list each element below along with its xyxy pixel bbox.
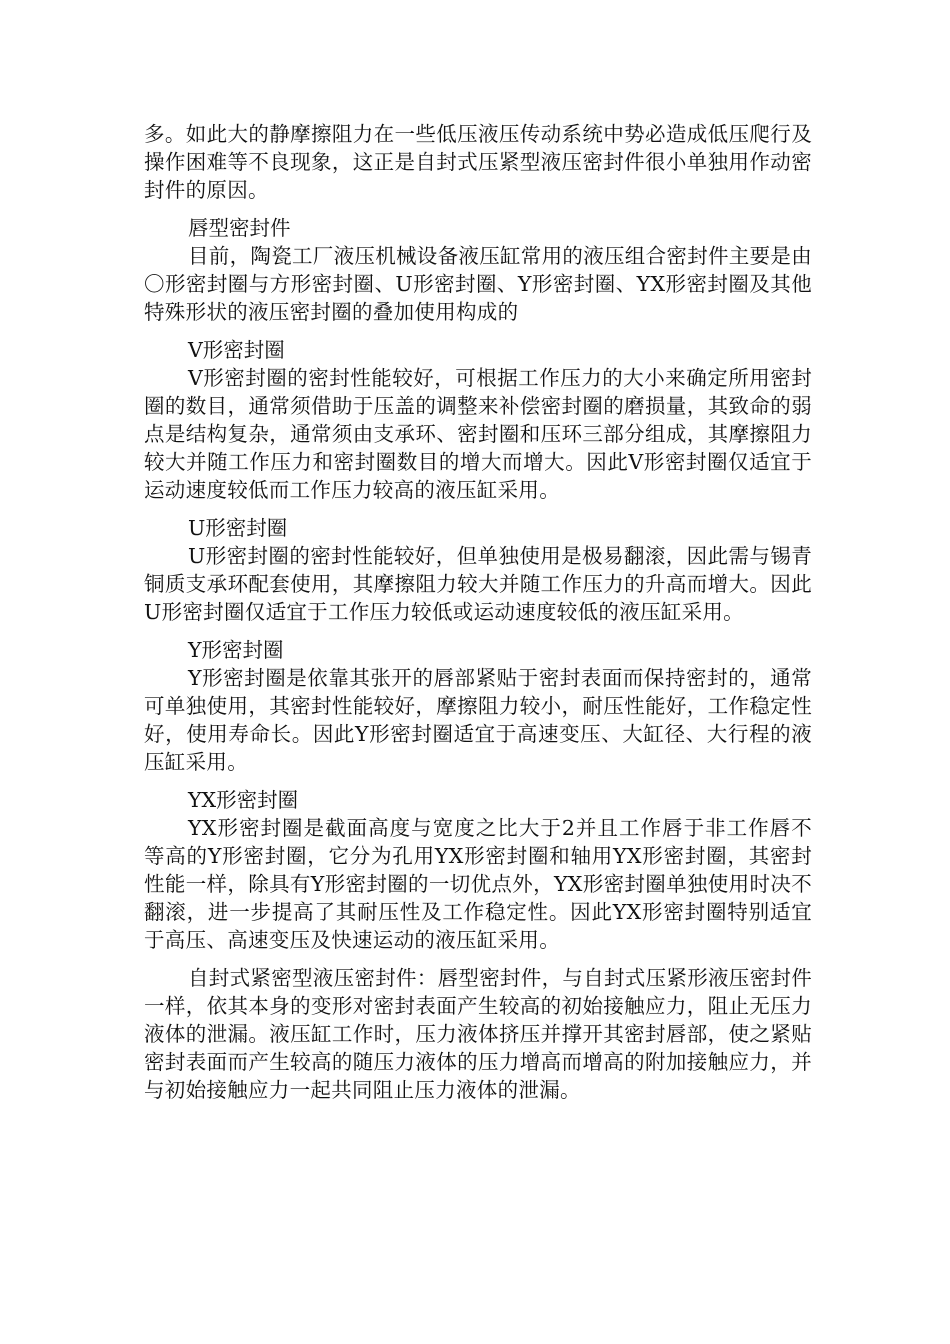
heading-yx-seal: YX形密封圈 <box>188 788 299 812</box>
paragraph-continuation: 多。如此大的静摩擦阻力在一些低压液压传动系统中势必造成低压爬行及操作困难等不良现象，这正是自封式压紧型液压密封件很小单独用作动密封件的原因。 <box>144 122 812 202</box>
paragraph-yx-seal: YX形密封圈是截面高度与宽度之比大于2并且工作唇于非工作唇不等高的Y形密封圈，它分为孔用YX形密封圈和轴用YX形密封圈，其密封性能一样，除具有Y形密封圈的一切优点外，YX形密封圈单独使用时决不翻滚，进一步提高了其耐压性及工作稳定性。因此YX形密封圈特别适宜于高压、高速变压及快速运动的液压缸采用。 <box>144 816 812 952</box>
paragraph-combined-seals: 目前，陶瓷工厂液压机械设备液压缸常用的液压组合密封件主要是由〇形密封圈与方形密封圈、U形密封圈、Y形密封圈、YX形密封圈及其他特殊形状的液压密封圈的叠加使用构成的 <box>144 244 812 324</box>
heading-y-seal: Y形密封圈 <box>188 638 284 662</box>
paragraph-u-seal: U形密封圈的密封性能较好，但单独使用是极易翻滚，因此需与锡青铜质支承环配套使用，其摩擦阻力较大并随工作压力的升高而增大。因此U形密封圈仅适宜于工作压力较低或运动速度较低的液压缸采用。 <box>144 544 812 624</box>
paragraph-v-seal: V形密封圈的密封性能较好，可根据工作压力的大小来确定所用密封圈的数目，通常须借助于压盖的调整来补偿密封圈的磨损量，其致命的弱点是结构复杂，通常须由支承环、密封圈和压环三部分组成，其摩擦阻力较大并随工作压力和密封圈数目的增大而增大。因此V形密封圈仅适宜于运动速度较低而工作压力较高的液压缸采用。 <box>144 366 812 502</box>
document-page <box>144 120 812 1104</box>
heading-v-seal: V形密封圈 <box>188 338 285 362</box>
heading-lip-seal: 唇型密封件 <box>188 216 291 240</box>
paragraph-self-sealing: 自封式紧密型液压密封件：唇型密封件，与自封式压紧形液压密封件一样，依其本身的变形对密封表面产生较高的初始接触应力，阻止无压力液体的泄漏。液压缸工作时，压力液体挤压并撑开其密封唇部，使之紧贴密封表面而产生较高的随压力液体的压力增高而增高的附加接触应力，并与初始接触应力一起共同阻止压力液体的泄漏。 <box>144 966 812 1102</box>
paragraph-y-seal: Y形密封圈是依靠其张开的唇部紧贴于密封表面而保持密封的，通常可单独使用，其密封性能较好，摩擦阻力较小，耐压性能好，工作稳定性好，使用寿命长。因此Y形密封圈适宜于高速变压、大缸径、大行程的液压缸采用。 <box>144 666 812 774</box>
heading-u-seal: U形密封圈 <box>188 516 288 540</box>
